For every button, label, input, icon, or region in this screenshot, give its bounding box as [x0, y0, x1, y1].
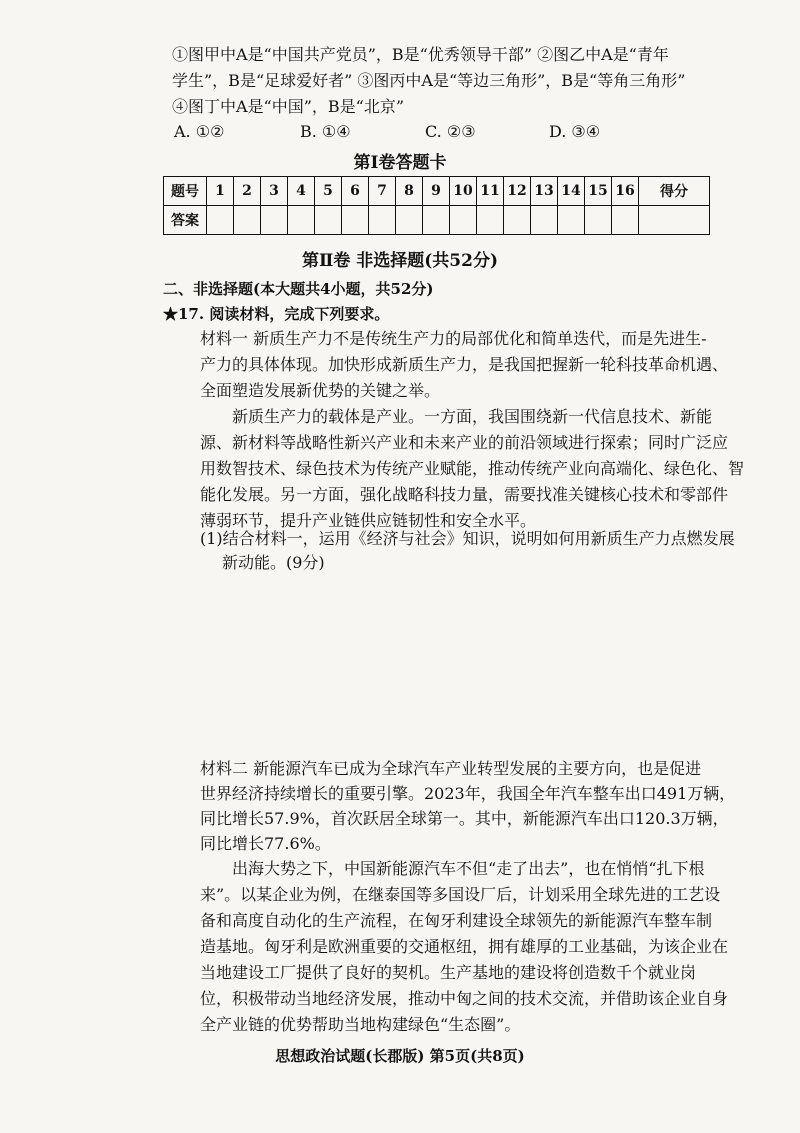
section2-title: 第Ⅱ卷 非选择题(共52分): [302, 251, 498, 271]
material2-line: 造基地。匈牙利是欧洲重要的交通枢纽，拥有雄厚的工业基础，为该企业在: [200, 937, 729, 956]
q-number: 2: [234, 177, 261, 206]
material2-line: 备和高度自动化的生产流程，在匈牙利建设全球领先的新能源汽车整车制: [200, 911, 713, 930]
answer-cell[interactable]: [504, 206, 531, 235]
material2-line: 同比增长77.6%。: [200, 834, 331, 853]
material1-line: 产力的具体体现。加快形成新质生产力，是我国把握新一轮科技革命机遇、: [200, 355, 729, 374]
material2-line: 世界经济持续增长的重要引擎。2023年，我国全年汽车整车出口491万辆，: [200, 784, 736, 803]
material2-line: 来”。以某企业为例，在继泰国等多国设厂后，计划采用全球先进的工艺设: [200, 885, 721, 904]
answer-card-number-row: [164, 177, 710, 206]
option-statement-1: ①图甲中A是“中国共产党员”，B是“优秀领导干部” ②图乙中A是“青年: [172, 45, 669, 64]
row-label-answer: 答案: [164, 206, 207, 235]
page-footer: 思想政治试题(长郡版) 第5页(共8页): [275, 1047, 525, 1065]
q-number: 9: [423, 177, 450, 206]
section2-heading: 二、非选择题(本大题共4小题，共52分): [163, 280, 434, 298]
material1-line: 薄弱环节，提升产业链供应链韧性和安全水平。: [200, 511, 537, 530]
q-number: 13: [531, 177, 558, 206]
material2-line: 材料二 新能源汽车已成为全球汽车产业转型发展的主要方向，也是促进: [200, 759, 702, 778]
q-number: 1: [207, 177, 234, 206]
material1-line: 新质生产力的载体是产业。一方面，我国围绕新一代信息技术、新能: [232, 407, 713, 426]
answer-cell[interactable]: [423, 206, 450, 235]
q-number: 11: [477, 177, 504, 206]
answer-cell[interactable]: [531, 206, 558, 235]
material2-line: 全产业链的优势帮助当地构建绿色“生态圈”。: [200, 1015, 521, 1034]
q-number: 10: [450, 177, 477, 206]
question-17-1: (1)结合材料一，运用《经济与社会》知识，说明如何用新质生产力点燃发展: [200, 529, 735, 548]
choice-d: D. ③④: [549, 122, 601, 141]
question-17-1-cont: 新动能。(9分): [222, 553, 325, 572]
option-statement-2: 学生”，B是“足球爱好者” ③图丙中A是“等边三角形”，B是“等角三角形”: [172, 71, 686, 90]
material2-line: 同比增长57.9%，首次跃居全球第一。其中，新能源汽车出口120.3万辆，: [200, 809, 729, 828]
score-label: 得分: [639, 177, 710, 206]
q-number: 5: [315, 177, 342, 206]
q-number: 15: [585, 177, 612, 206]
material1-line: 用数智技术、绿色技术为传统产业赋能，推动传统产业向高端化、绿色化、智: [200, 459, 745, 478]
material1-line: 材料一 新质生产力不是传统生产力的局部优化和简单迭代，而是先进生-: [200, 329, 707, 348]
q-number: 12: [504, 177, 531, 206]
choice-c: C. ②③: [425, 122, 476, 141]
answer-cell[interactable]: [342, 206, 369, 235]
answer-cell[interactable]: [207, 206, 234, 235]
choice-a: A. ①②: [174, 122, 225, 141]
row-label-number: 题号: [164, 177, 207, 206]
answer-cell[interactable]: [288, 206, 315, 235]
material1-line: 全面塑造发展新优势的关键之举。: [200, 381, 441, 400]
q-number: 16: [612, 177, 639, 206]
answer-cell[interactable]: [315, 206, 342, 235]
q-number: 7: [369, 177, 396, 206]
answer-cell[interactable]: [558, 206, 585, 235]
material2-line: 当地建设工厂提供了良好的契机。生产基地的建设将创造数千个就业岗: [200, 963, 697, 982]
material1-line: 源、新材料等战略性新兴产业和未来产业的前沿领域进行探索；同时广泛应: [200, 433, 729, 452]
q-number: 3: [261, 177, 288, 206]
answer-cell[interactable]: [612, 206, 639, 235]
material2-line: 位，积极带动当地经济发展，推动中匈之间的技术交流，并借助该企业自身: [200, 989, 729, 1008]
answer-cell[interactable]: [585, 206, 612, 235]
choice-b: B. ①④: [300, 122, 351, 141]
material1-line: 能化发展。另一方面，强化战略科技力量，需要找准关键核心技术和零部件: [200, 485, 729, 504]
answer-cell[interactable]: [477, 206, 504, 235]
score-cell[interactable]: [639, 206, 710, 235]
material2-line: 出海大势之下，中国新能源汽车不但“走了出去”，也在悄悄“扎下根: [232, 859, 705, 878]
option-statement-3: ④图丁中A是“中国”，B是“北京”: [172, 97, 405, 116]
answer-card-title: 第Ⅰ卷答题卡: [353, 153, 447, 173]
q-number: 6: [342, 177, 369, 206]
answer-cell[interactable]: [396, 206, 423, 235]
answer-cell[interactable]: [261, 206, 288, 235]
q-number: 14: [558, 177, 585, 206]
question-17-intro: ★17. 阅读材料，完成下列要求。: [163, 305, 390, 323]
q-number: 8: [396, 177, 423, 206]
q-number: 4: [288, 177, 315, 206]
answer-cell[interactable]: [234, 206, 261, 235]
answer-cell[interactable]: [369, 206, 396, 235]
answer-card-table: [163, 176, 710, 235]
answer-cell[interactable]: [450, 206, 477, 235]
answer-card-answer-row: [164, 206, 710, 235]
